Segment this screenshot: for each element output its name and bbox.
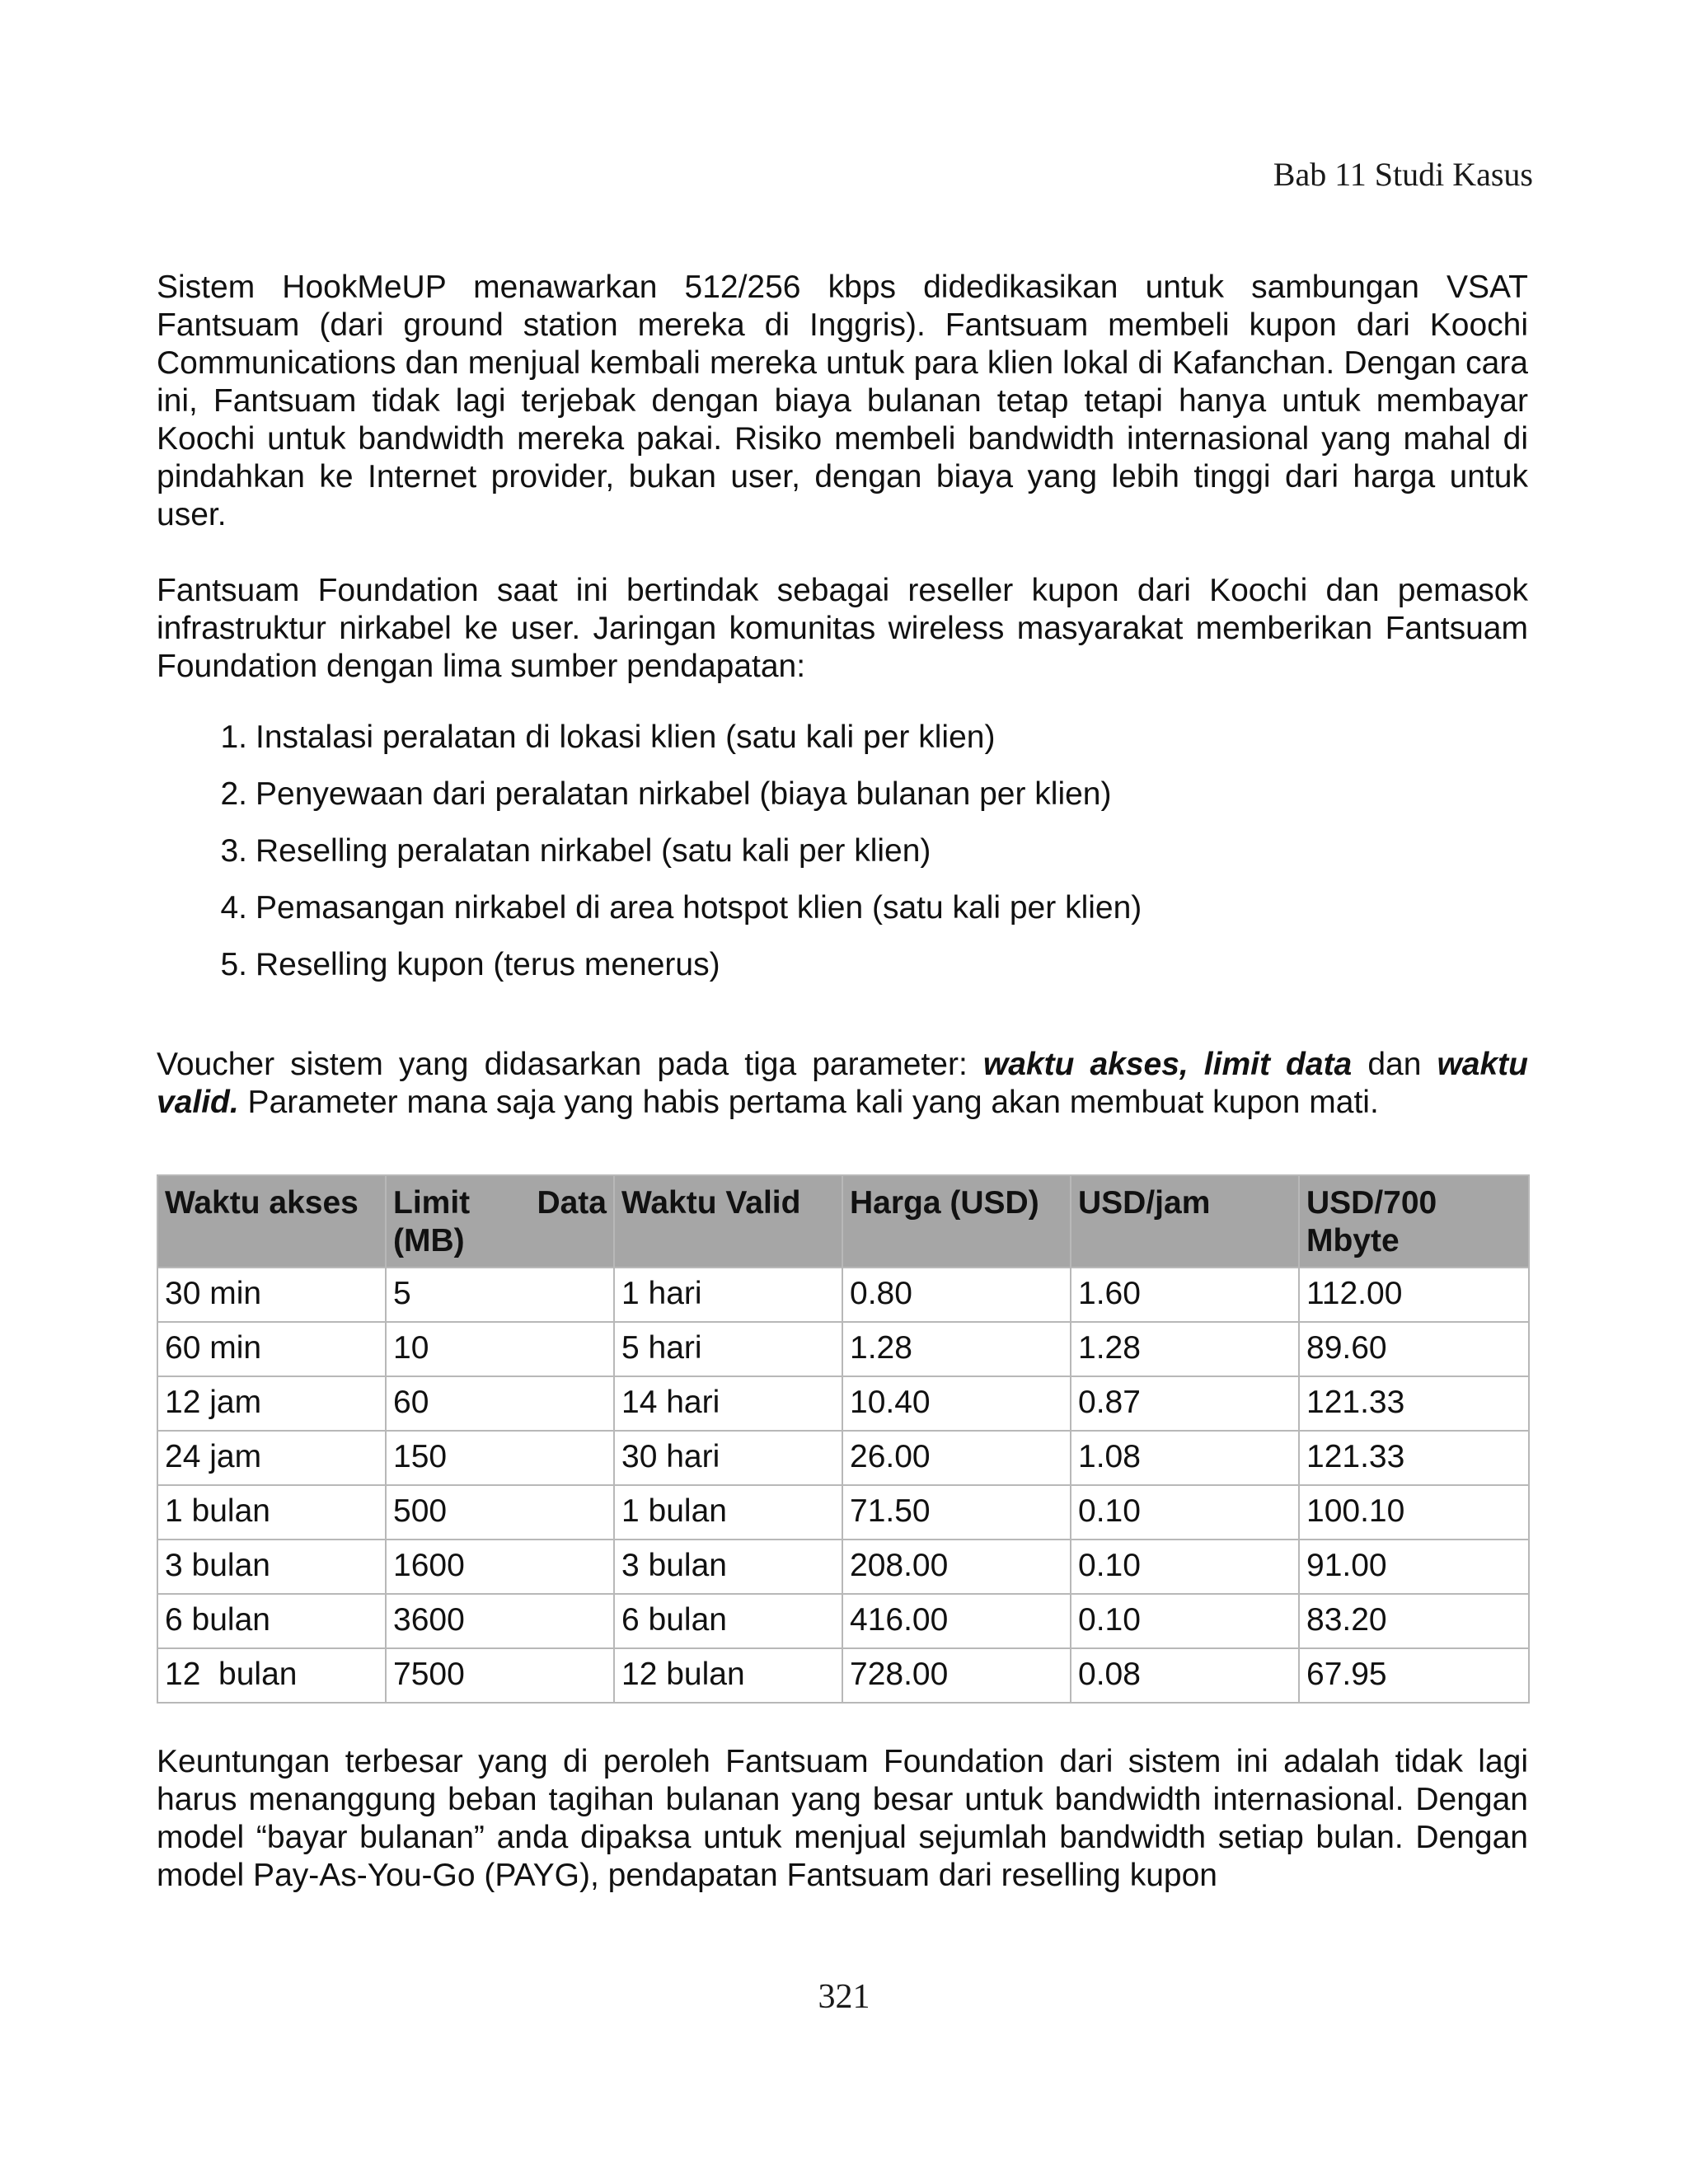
table-cell-limit-data: 60	[386, 1376, 614, 1431]
table-row	[157, 1485, 1529, 1540]
table-row	[157, 1431, 1529, 1485]
list-item	[220, 946, 1528, 1003]
list-item-number: 2.	[220, 776, 247, 812]
table-cell-usd-700-mbyte: 112.00	[1299, 1268, 1529, 1322]
list-item-number: 3.	[220, 833, 247, 869]
table-cell-usd-jam: 0.08	[1071, 1648, 1299, 1703]
table-cell-usd-jam: 0.87	[1071, 1376, 1299, 1431]
table-row	[157, 1540, 1529, 1594]
column-header-waktu-akses: Waktu akses	[157, 1175, 386, 1268]
table-cell-limit-data: 5	[386, 1268, 614, 1322]
paragraph-hookmeup-system: Sistem HookMeUP menawarkan 512/256 kbps didedikasikan untuk sambungan VSAT Fantsuam (dari ground station mereka di Inggris). Fantsuam membeli kupon dari Koochi Communications dan menjual kembali mereka untuk para klien lokal di Kafanchan. Dengan cara ini, Fantsuam tidak lagi terjebak dengan biaya bulanan tetap tetapi hanya untuk membayar Koochi untuk bandwidth mereka pakai. Risiko membeli bandwidth internasional yang mahal di pindahkan ke Internet provider, bukan user, dengan biaya yang lebih tinggi dari harga untuk user.	[157, 269, 1528, 532]
table-cell-usd-jam: 0.10	[1071, 1540, 1299, 1594]
table-cell-limit-data: 3600	[386, 1594, 614, 1648]
table-cell-usd-700-mbyte: 91.00	[1299, 1540, 1529, 1594]
table-cell-waktu-valid: 3 bulan	[614, 1540, 842, 1594]
table-cell-waktu-valid: 5 hari	[614, 1322, 842, 1376]
table-cell-waktu-valid: 12 bulan	[614, 1648, 842, 1703]
list-item	[220, 719, 1528, 776]
table-row	[157, 1322, 1529, 1376]
table-cell-waktu-valid: 14 hari	[614, 1376, 842, 1431]
table-cell-usd-jam: 1.28	[1071, 1322, 1299, 1376]
table-cell-waktu-valid: 1 hari	[614, 1268, 842, 1322]
voucher-term-access-limit: waktu akses, limit data	[982, 1047, 1353, 1082]
table-cell-harga: 728.00	[842, 1648, 1071, 1703]
table-cell-limit-data: 150	[386, 1431, 614, 1485]
table-cell-waktu-valid: 1 bulan	[614, 1485, 842, 1540]
table-cell-harga: 0.80	[842, 1268, 1071, 1322]
column-header-limit-data: Limit Data (MB)	[386, 1175, 614, 1268]
table-cell-usd-jam: 1.60	[1071, 1268, 1299, 1322]
table-cell-harga: 10.40	[842, 1376, 1071, 1431]
column-header-usd-jam: USD/jam	[1071, 1175, 1299, 1268]
list-item-text: Penyewaan dari peralatan nirkabel (biaya bulanan per klien)	[256, 776, 1112, 812]
table-cell-waktu-akses: 60 min	[157, 1322, 386, 1376]
table-cell-limit-data: 7500	[386, 1648, 614, 1703]
table-cell-harga: 416.00	[842, 1594, 1071, 1648]
table-row	[157, 1268, 1529, 1322]
column-header-harga: Harga (USD)	[842, 1175, 1071, 1268]
table-cell-usd-jam: 1.08	[1071, 1431, 1299, 1485]
table-cell-usd-jam: 0.10	[1071, 1485, 1299, 1540]
table-body	[157, 1268, 1529, 1703]
revenue-sources-list	[157, 719, 1528, 1003]
table-cell-usd-700-mbyte: 100.10	[1299, 1485, 1529, 1540]
table-cell-usd-700-mbyte: 121.33	[1299, 1431, 1529, 1485]
page-number: 321	[818, 1978, 870, 2016]
table-row	[157, 1594, 1529, 1648]
table-cell-usd-700-mbyte: 121.33	[1299, 1376, 1529, 1431]
voucher-term-valid: waktu valid.	[157, 1047, 1528, 1120]
table-cell-waktu-akses: 30 min	[157, 1268, 386, 1322]
list-item-number: 1.	[220, 719, 247, 755]
column-header-usd-700-mbyte: USD/700 Mbyte	[1299, 1175, 1529, 1268]
voucher-intro-text: Voucher sistem yang didasarkan pada tiga parameter:	[157, 1047, 983, 1082]
list-item-text: Reselling kupon (terus menerus)	[256, 947, 720, 982]
table-row	[157, 1376, 1529, 1431]
list-item	[220, 889, 1528, 946]
list-item-number: 5.	[220, 947, 247, 982]
table-cell-waktu-akses: 12 jam	[157, 1376, 386, 1431]
paragraph-voucher-parameters	[157, 1046, 1528, 1122]
table-cell-limit-data: 10	[386, 1322, 614, 1376]
page-body	[157, 269, 1528, 1895]
voucher-rest-text: Parameter mana saja yang habis pertama kali yang akan membuat kupon mati.	[238, 1085, 1379, 1120]
list-item-text: Pemasangan nirkabel di area hotspot klien (satu kali per klien)	[256, 890, 1142, 926]
table-cell-waktu-valid: 30 hari	[614, 1431, 842, 1485]
list-item-text: Reselling peralatan nirkabel (satu kali per klien)	[256, 833, 931, 869]
list-item-number: 4.	[220, 890, 247, 926]
table-cell-waktu-akses: 3 bulan	[157, 1540, 386, 1594]
column-header-waktu-valid: Waktu Valid	[614, 1175, 842, 1268]
table-cell-waktu-akses: 1 bulan	[157, 1485, 386, 1540]
table-cell-usd-700-mbyte: 89.60	[1299, 1322, 1529, 1376]
list-item	[220, 776, 1528, 832]
list-item-text: Instalasi peralatan di lokasi klien (satu kali per klien)	[256, 719, 996, 755]
table-cell-waktu-akses: 6 bulan	[157, 1594, 386, 1648]
table-cell-harga: 26.00	[842, 1431, 1071, 1485]
table-cell-harga: 71.50	[842, 1485, 1071, 1540]
paragraph-foundation-reseller: Fantsuam Foundation saat ini bertindak sebagai reseller kupon dari Koochi dan pemasok infrastruktur nirkabel ke user. Jaringan komunitas wireless masyarakat memberikan Fantsuam Foundation dengan lima sumber pendapatan:	[157, 573, 1528, 684]
table-cell-waktu-valid: 6 bulan	[614, 1594, 842, 1648]
table-cell-limit-data: 1600	[386, 1540, 614, 1594]
running-header: Bab 11 Studi Kasus	[1273, 156, 1533, 193]
voucher-pricing-table	[157, 1174, 1530, 1704]
table-cell-usd-700-mbyte: 83.20	[1299, 1594, 1529, 1648]
table-cell-usd-700-mbyte: 67.95	[1299, 1648, 1529, 1703]
list-item	[220, 832, 1528, 889]
table-cell-waktu-akses: 24 jam	[157, 1431, 386, 1485]
voucher-connector-text: dan	[1352, 1047, 1437, 1082]
table-row	[157, 1648, 1529, 1703]
table-cell-limit-data: 500	[386, 1485, 614, 1540]
table-cell-waktu-akses: 12 bulan	[157, 1648, 386, 1703]
paragraph-biggest-advantage: Keuntungan terbesar yang di peroleh Fantsuam Foundation dari sistem ini adalah tidak lagi harus menanggung beban tagihan bulanan yang besar untuk bandwidth internasional. Dengan model “bayar bulanan” anda dipaksa untuk menjual sejumlah bandwidth setiap bulan. Dengan model Pay-As-You-Go (PAYG), pendapatan Fantsuam dari reselling kupon	[157, 1744, 1528, 1893]
table-cell-usd-jam: 0.10	[1071, 1594, 1299, 1648]
table-cell-harga: 1.28	[842, 1322, 1071, 1376]
table-header-row	[157, 1175, 1529, 1268]
table-cell-harga: 208.00	[842, 1540, 1071, 1594]
